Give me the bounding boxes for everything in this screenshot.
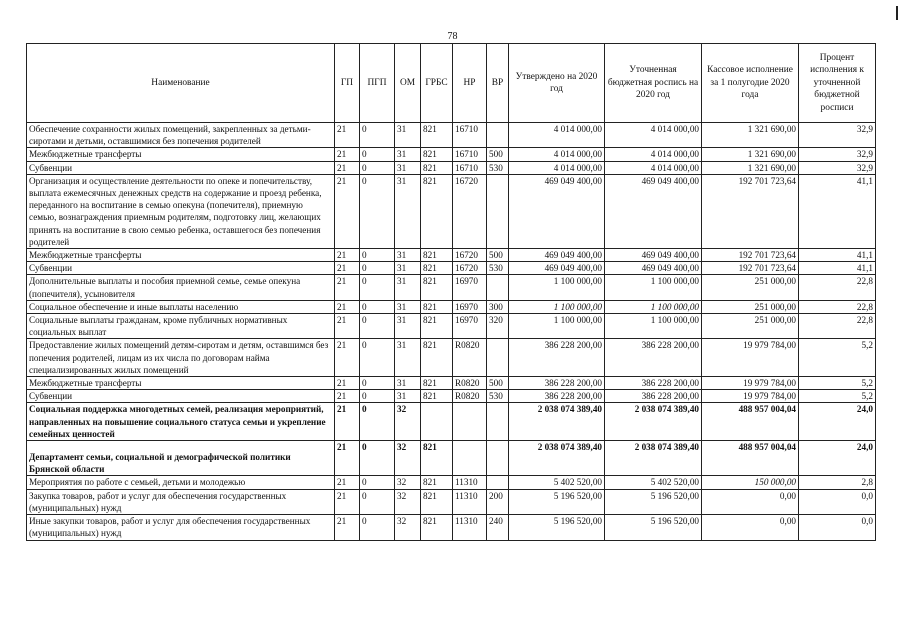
cell-vr: 500 [487, 148, 509, 161]
cell-percent: 0,0 [799, 515, 876, 540]
cell-approved: 469 049 400,00 [509, 249, 605, 262]
cell-vr: 320 [487, 314, 509, 339]
cell-grbs: 821 [421, 123, 453, 148]
cell-vr [487, 123, 509, 148]
table-row [27, 300, 876, 313]
table-body [27, 123, 876, 541]
cell-np: 16970 [453, 300, 487, 313]
cell-np: R0820 [453, 377, 487, 390]
cell-gp: 21 [335, 249, 360, 262]
cell-np: 16710 [453, 161, 487, 174]
cell-approved: 5 196 520,00 [509, 489, 605, 514]
cell-percent: 5,2 [799, 339, 876, 377]
cell-cash: 1 321 690,00 [702, 123, 799, 148]
table-row [27, 390, 876, 403]
cell-ppgp: 0 [360, 123, 395, 148]
cell-grbs: 821 [421, 339, 453, 377]
cell-ppgp: 0 [360, 441, 395, 476]
cell-np [453, 403, 487, 441]
cell-cash: 1 321 690,00 [702, 148, 799, 161]
cell-gp: 21 [335, 339, 360, 377]
cell-refined: 2 038 074 389,40 [605, 441, 702, 476]
cell-approved: 469 049 400,00 [509, 174, 605, 248]
cell-grbs: 821 [421, 249, 453, 262]
cell-refined: 5 196 520,00 [605, 489, 702, 514]
cell-ppgp: 0 [360, 148, 395, 161]
cell-name: Социальная поддержка многодетных семей, реализация мероприятий, направленных на повышение социального статуса семьи и укрепление семейных ценностей [27, 403, 335, 441]
cell-refined: 2 038 074 389,40 [605, 403, 702, 441]
cell-approved: 2 038 074 389,40 [509, 441, 605, 476]
cell-grbs: 821 [421, 515, 453, 540]
cell-name: Субвенции [27, 390, 335, 403]
cell-vr [487, 174, 509, 248]
cell-refined: 1 100 000,00 [605, 275, 702, 300]
cell-cash: 0,00 [702, 515, 799, 540]
cell-name: Социальное обеспечение и иные выплаты населению [27, 300, 335, 313]
cell-grbs: 821 [421, 377, 453, 390]
header-percent: Процент исполнения к уточненной бюджетной росписи [799, 44, 876, 123]
cell-np: 16720 [453, 174, 487, 248]
header-gp: ГП [335, 44, 360, 123]
cell-grbs: 821 [421, 441, 453, 476]
cell-np: 11310 [453, 515, 487, 540]
cell-name: Субвенции [27, 262, 335, 275]
table-row [27, 314, 876, 339]
cell-cash: 251 000,00 [702, 300, 799, 313]
cell-cash: 192 701 723,64 [702, 262, 799, 275]
cell-cash: 488 957 004,04 [702, 441, 799, 476]
cell-vr: 530 [487, 161, 509, 174]
cell-gp: 21 [335, 390, 360, 403]
cell-name: Предоставление жилых помещений детям-сиротам и детям, оставшимся без попечения родителей, лицам из их числа по договорам найма специализированных жилых помещений [27, 339, 335, 377]
cell-percent: 22,8 [799, 314, 876, 339]
cell-vr: 530 [487, 390, 509, 403]
page-number: 78 [447, 31, 458, 42]
table-row [27, 476, 876, 489]
cell-percent: 32,9 [799, 148, 876, 161]
cell-approved: 1 100 000,00 [509, 314, 605, 339]
cell-percent: 41,1 [799, 249, 876, 262]
cell-om: 31 [395, 314, 421, 339]
cell-vr [487, 441, 509, 476]
cell-percent: 22,8 [799, 300, 876, 313]
cell-percent: 32,9 [799, 123, 876, 148]
cell-name: Дополнительные выплаты и пособия приемной семье, семье опекуна (попечителя), усыновителя [27, 275, 335, 300]
cell-gp: 21 [335, 476, 360, 489]
table-row [27, 123, 876, 148]
cell-om: 31 [395, 300, 421, 313]
cell-vr: 200 [487, 489, 509, 514]
budget-table [26, 43, 876, 541]
cell-ppgp: 0 [360, 476, 395, 489]
cell-gp: 21 [335, 161, 360, 174]
cell-approved: 4 014 000,00 [509, 123, 605, 148]
cell-refined: 469 049 400,00 [605, 249, 702, 262]
cell-ppgp: 0 [360, 300, 395, 313]
cell-np: R0820 [453, 339, 487, 377]
cell-grbs: 821 [421, 476, 453, 489]
cell-gp: 21 [335, 148, 360, 161]
cell-ppgp: 0 [360, 314, 395, 339]
table-row [27, 441, 876, 476]
cell-refined: 386 228 200,00 [605, 390, 702, 403]
cell-ppgp: 0 [360, 339, 395, 377]
cell-percent: 2,8 [799, 476, 876, 489]
table-row [27, 403, 876, 441]
cell-np: 16970 [453, 314, 487, 339]
cell-om: 32 [395, 489, 421, 514]
cell-gp: 21 [335, 515, 360, 540]
table-row [27, 377, 876, 390]
cell-om: 31 [395, 161, 421, 174]
cell-approved: 386 228 200,00 [509, 377, 605, 390]
table-row [27, 249, 876, 262]
cell-percent: 5,2 [799, 377, 876, 390]
cell-cash: 488 957 004,04 [702, 403, 799, 441]
header-om: ОМ [395, 44, 421, 123]
cell-ppgp: 0 [360, 249, 395, 262]
cell-ppgp: 0 [360, 275, 395, 300]
cell-grbs: 821 [421, 314, 453, 339]
cell-refined: 469 049 400,00 [605, 174, 702, 248]
cell-om: 32 [395, 476, 421, 489]
cell-cash: 0,00 [702, 489, 799, 514]
cell-ppgp: 0 [360, 515, 395, 540]
cell-approved: 4 014 000,00 [509, 148, 605, 161]
cell-om: 31 [395, 390, 421, 403]
cell-gp: 21 [335, 314, 360, 339]
cell-vr [487, 476, 509, 489]
cell-percent: 41,1 [799, 174, 876, 248]
table-row [27, 148, 876, 161]
cell-gp: 21 [335, 441, 360, 476]
cell-np: 11310 [453, 476, 487, 489]
cell-approved: 469 049 400,00 [509, 262, 605, 275]
cell-name: Департамент семьи, социальной и демографической политики Брянской области [27, 441, 335, 476]
cell-percent: 0,0 [799, 489, 876, 514]
cell-gp: 21 [335, 123, 360, 148]
cell-vr [487, 339, 509, 377]
cell-cash: 251 000,00 [702, 275, 799, 300]
cell-grbs: 821 [421, 174, 453, 248]
cell-name: Межбюджетные трансферты [27, 249, 335, 262]
header-refined: Уточненная бюджетная роспись на 2020 год [605, 44, 702, 123]
cell-refined: 4 014 000,00 [605, 148, 702, 161]
cell-om: 31 [395, 148, 421, 161]
cell-grbs: 821 [421, 161, 453, 174]
cell-cash: 1 321 690,00 [702, 161, 799, 174]
cell-name: Социальные выплаты гражданам, кроме публичных нормативных социальных выплат [27, 314, 335, 339]
cell-cash: 19 979 784,00 [702, 390, 799, 403]
header-np: НР [453, 44, 487, 123]
cell-refined: 4 014 000,00 [605, 123, 702, 148]
cell-np: 16720 [453, 262, 487, 275]
cell-refined: 4 014 000,00 [605, 161, 702, 174]
cell-approved: 5 196 520,00 [509, 515, 605, 540]
cell-grbs [421, 403, 453, 441]
cell-approved: 1 100 000,00 [509, 275, 605, 300]
cell-vr [487, 275, 509, 300]
cell-refined: 5 402 520,00 [605, 476, 702, 489]
header-cash: Кассовое исполнение за 1 полугодие 2020 года [702, 44, 799, 123]
cell-vr: 500 [487, 249, 509, 262]
cell-gp: 21 [335, 174, 360, 248]
cell-om: 32 [395, 403, 421, 441]
cell-cash: 251 000,00 [702, 314, 799, 339]
cell-approved: 5 402 520,00 [509, 476, 605, 489]
table-row [27, 174, 876, 248]
cell-percent: 32,9 [799, 161, 876, 174]
cell-name: Обеспечение сохранности жилых помещений, закрепленных за детьми-сиротами и детьми, оставшимися без попечения родителей [27, 123, 335, 148]
cell-gp: 21 [335, 262, 360, 275]
cell-ppgp: 0 [360, 262, 395, 275]
cell-om: 31 [395, 249, 421, 262]
cell-np: 11310 [453, 489, 487, 514]
cell-ppgp: 0 [360, 390, 395, 403]
cell-grbs: 821 [421, 275, 453, 300]
header-name: Наименование [27, 44, 335, 123]
cell-percent: 24,0 [799, 441, 876, 476]
cell-grbs: 821 [421, 489, 453, 514]
table-header-row [27, 44, 876, 123]
cell-refined: 5 196 520,00 [605, 515, 702, 540]
cell-percent: 5,2 [799, 390, 876, 403]
cell-approved: 386 228 200,00 [509, 339, 605, 377]
cell-vr: 300 [487, 300, 509, 313]
cell-om: 31 [395, 123, 421, 148]
cell-cash: 19 979 784,00 [702, 377, 799, 390]
cell-approved: 386 228 200,00 [509, 390, 605, 403]
cell-gp: 21 [335, 489, 360, 514]
cell-approved: 1 100 000,00 [509, 300, 605, 313]
cell-refined: 1 100 000,00 [605, 300, 702, 313]
cell-name: Межбюджетные трансферты [27, 377, 335, 390]
cell-np: R0820 [453, 390, 487, 403]
cell-refined: 1 100 000,00 [605, 314, 702, 339]
cell-gp: 21 [335, 275, 360, 300]
header-grbs: ГРБС [421, 44, 453, 123]
scan-edge-mark [896, 6, 898, 20]
table-row [27, 339, 876, 377]
cell-om: 31 [395, 275, 421, 300]
cell-om: 31 [395, 174, 421, 248]
cell-vr: 500 [487, 377, 509, 390]
cell-grbs: 821 [421, 390, 453, 403]
header-approved: Утверждено на 2020 год [509, 44, 605, 123]
cell-grbs: 821 [421, 300, 453, 313]
cell-refined: 469 049 400,00 [605, 262, 702, 275]
cell-cash: 192 701 723,64 [702, 249, 799, 262]
cell-np: 16970 [453, 275, 487, 300]
cell-refined: 386 228 200,00 [605, 339, 702, 377]
cell-vr: 530 [487, 262, 509, 275]
table-row [27, 262, 876, 275]
header-ppgp: ПГП [360, 44, 395, 123]
cell-om: 32 [395, 441, 421, 476]
cell-name: Межбюджетные трансферты [27, 148, 335, 161]
cell-grbs: 821 [421, 148, 453, 161]
cell-name: Иные закупки товаров, работ и услуг для обеспечения государственных (муниципальных) нужд [27, 515, 335, 540]
cell-cash: 19 979 784,00 [702, 339, 799, 377]
cell-ppgp: 0 [360, 161, 395, 174]
cell-grbs: 821 [421, 262, 453, 275]
cell-percent: 41,1 [799, 262, 876, 275]
cell-ppgp: 0 [360, 489, 395, 514]
cell-om: 32 [395, 515, 421, 540]
cell-ppgp: 0 [360, 174, 395, 248]
table-row [27, 515, 876, 540]
cell-name: Мероприятия по работе с семьей, детьми и молодежью [27, 476, 335, 489]
header-vr: ВР [487, 44, 509, 123]
cell-cash: 192 701 723,64 [702, 174, 799, 248]
cell-np: 16710 [453, 123, 487, 148]
cell-percent: 24,0 [799, 403, 876, 441]
cell-om: 31 [395, 339, 421, 377]
cell-refined: 386 228 200,00 [605, 377, 702, 390]
cell-name: Организация и осуществление деятельности по опеке и попечительству, выплата ежемесячных денежных средств на содержание и проезд ребенка, переданного на воспитание в семью опекуна (попечителя), приемную семью, вознаграждения приемным родителям, подготовку лиц, желающих принять на воспитание в свою семью ребенка, оставшегося без попечения родителей [27, 174, 335, 248]
cell-ppgp: 0 [360, 377, 395, 390]
cell-np [453, 441, 487, 476]
cell-percent: 22,8 [799, 275, 876, 300]
table-row [27, 161, 876, 174]
cell-name: Закупка товаров, работ и услуг для обеспечения государственных (муниципальных) нужд [27, 489, 335, 514]
cell-vr: 240 [487, 515, 509, 540]
cell-ppgp: 0 [360, 403, 395, 441]
cell-gp: 21 [335, 377, 360, 390]
cell-approved: 2 038 074 389,40 [509, 403, 605, 441]
cell-cash: 150 000,00 [702, 476, 799, 489]
cell-np: 16710 [453, 148, 487, 161]
cell-gp: 21 [335, 300, 360, 313]
table-row [27, 489, 876, 514]
table-row [27, 275, 876, 300]
cell-name: Субвенции [27, 161, 335, 174]
cell-vr [487, 403, 509, 441]
cell-om: 31 [395, 377, 421, 390]
cell-om: 31 [395, 262, 421, 275]
cell-np: 16720 [453, 249, 487, 262]
cell-approved: 4 014 000,00 [509, 161, 605, 174]
cell-gp: 21 [335, 403, 360, 441]
